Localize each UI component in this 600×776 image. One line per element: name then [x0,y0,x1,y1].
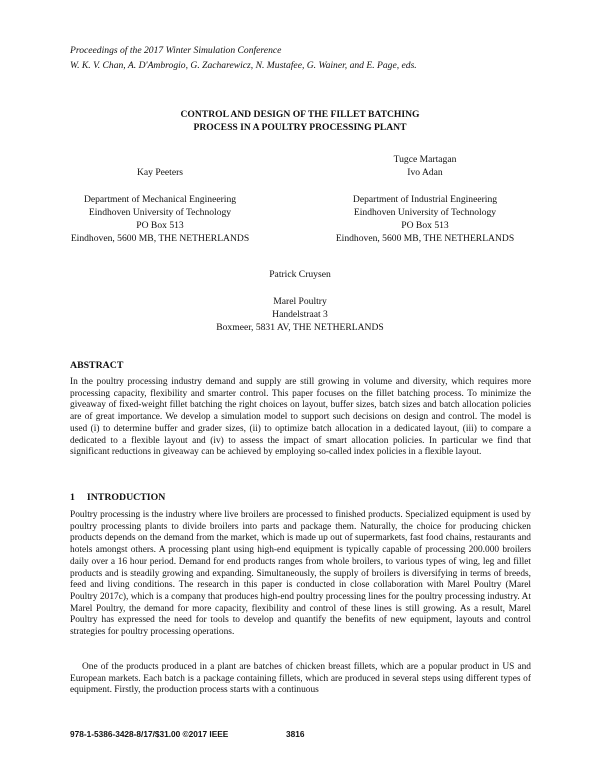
author-po-box: PO Box 513 [136,220,184,231]
page-number: 3816 [286,729,305,739]
author-po-box: PO Box 513 [401,220,449,231]
author-department: Department of Mechanical Engineering [83,194,237,205]
section-heading [70,492,165,503]
conference-name: Proceedings of the 2017 Winter Simulation Conference [70,45,282,56]
section-number: 1 [70,492,75,503]
abstract-text: In the poultry processing industry demand and supply are still growing in volume and diversity, which requires more processing capacity, flexibility and smarter control. This paper focuses on the fillet batching process. To minimize the giveaway of fixed-weight fillet batching the right choices on layout, buffer sizes, batch sizes and batch allocation policies are of great importance. We develop a simulation model to support such decisions on design and control. The model is used (i) to determine buffer and grader sizes, (ii) to optimize batch allocation in a dedicated layout, (iii) to compare a dedicated to a flexible layout and (iv) to assess the impact of smart allocation policies. In particular we find that significant reductions in giveaway can be achieved by employing so-called index policies in a flexible layout. [70,377,531,458]
author-name: Patrick Cruysen [269,269,331,280]
intro-paragraph-2: One of the products produced in a plant are batches of chicken breast fillets, which are a popular product in US and European markets. Each batch is a package containing fillets, which are produced in several steps using different types of equipment. Firstly, the production process starts with a continuous [70,662,531,696]
author-city: Eindhoven, 5600 MB, THE NETHERLANDS [70,233,250,244]
author-street: Handelstraat 3 [272,309,328,320]
author-organization: Marel Poultry [273,296,327,307]
author-university: Eindhoven University of Technology [353,207,497,218]
editors-line: W. K. V. Chan, A. D'Ambrogio, G. Zacharewicz, N. Mustafee, G. Wainer, and E. Page, eds. [70,60,417,71]
author-name: Ivo Adan [407,167,443,178]
author-name: Tugce Martagan [393,154,457,165]
author-city: Eindhoven, 5600 MB, THE NETHERLANDS [335,233,515,244]
author-name: Kay Peeters [136,167,184,178]
footer-isbn: 978-1-5386-3428-8/17/$31.00 ©2017 IEEE [70,729,229,739]
paper-title-line-1: CONTROL AND DESIGN OF THE FILLET BATCHING [180,109,420,120]
section-title: INTRODUCTION [86,492,166,503]
intro-paragraph-1: Poultry processing is the industry where live broilers are processed to finished products. Specialized equipment is used by poultry processing plants to divide broilers into parts and package them. Naturally, the choice for producing chicken products depends on the demand from the market, which is made up out of supermarkets, fast food chains, restaurants and hotels amongst others. A processing plant using high-end equipment is typically capable of processing 200.000 broilers daily over a 16 hour period. Demand for end products ranges from whole broilers, to various types of wing, leg and fillet products and is steadily growing and expanding. Simultaneously, the supply of broilers is diversifying in terms of breeds, feed and living conditions. The research in this paper is conducted in close collaboration with Marel Poultry (Marel Poultry 2017c), which is a company that produces high-end poultry processing lines for the poultry processing industry. At Marel Poultry, the demand for more capacity, flexibility and control of these lines is still growing. As a result, Marel Poultry has expressed the need for tools to develop and quantify the benefits of new equipment, layouts and control strategies for poultry processing operations. [70,510,531,638]
author-university: Eindhoven University of Technology [88,207,232,218]
abstract-heading: ABSTRACT [70,360,124,371]
author-city: Boxmeer, 5831 AV, THE NETHERLANDS [216,322,384,333]
paper-title-line-2: PROCESS IN A POULTRY PROCESSING PLANT [193,122,407,133]
author-department: Department of Industrial Engineering [352,194,498,205]
